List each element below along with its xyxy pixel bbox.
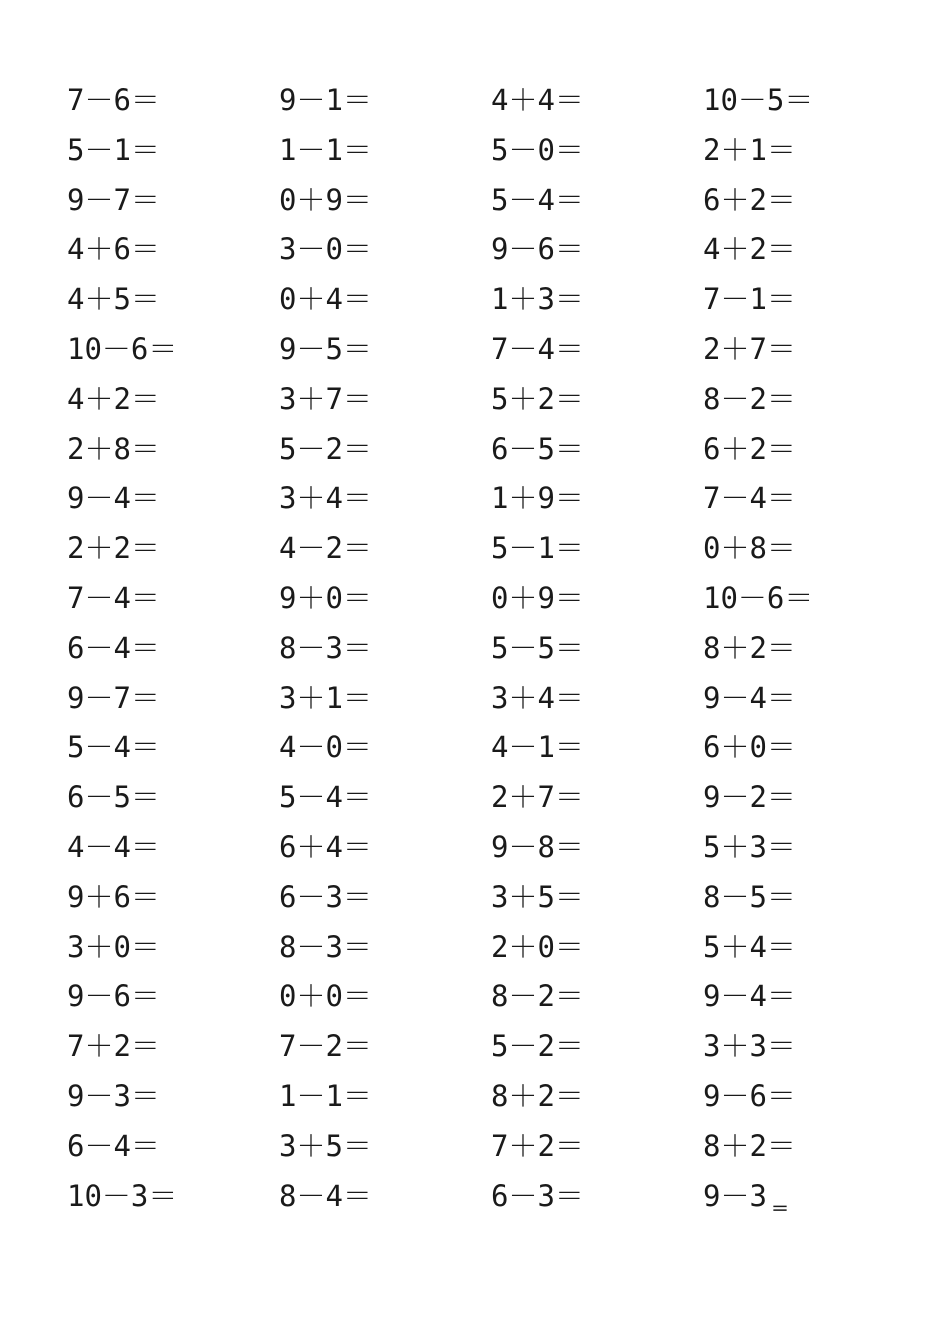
math-problem: 3＋1＝ <box>279 680 372 715</box>
problem-row <box>0 623 950 673</box>
math-problem: 1－1＝ <box>279 132 372 167</box>
math-problem: 0＋0＝ <box>279 979 372 1014</box>
problem-row <box>0 1121 950 1171</box>
math-problem: 4＋5＝ <box>67 282 160 317</box>
math-problem: 6＋4＝ <box>279 830 372 864</box>
math-problem: 7－4＝ <box>67 581 160 615</box>
math-problem: 8＋2＝ <box>703 630 796 665</box>
problem-row <box>0 324 950 374</box>
math-problem: 0＋8＝ <box>703 531 796 566</box>
math-problem: 9－4＝ <box>703 680 796 715</box>
math-problem: 3＋3＝ <box>703 1029 796 1064</box>
math-problem: 3＋4＝ <box>491 680 584 715</box>
math-problem: 2＋8＝ <box>67 431 160 466</box>
math-problem: 2＋7＝ <box>491 780 584 815</box>
math-problem: 5－1＝ <box>491 531 584 566</box>
problem-row <box>0 922 950 972</box>
math-problem: 8－4＝ <box>279 1178 372 1213</box>
math-problem: 9－8＝ <box>491 830 584 864</box>
math-problem: 4＋4＝ <box>491 83 584 117</box>
math-problem: 4＋6＝ <box>67 232 160 267</box>
math-problem: 10－6＝ <box>703 581 814 615</box>
math-problem: 2＋7＝ <box>703 332 796 366</box>
math-problem: 9－1＝ <box>279 83 372 117</box>
math-problem: 10－3＝ <box>67 1178 178 1213</box>
math-problem: 1＋9＝ <box>491 481 584 516</box>
problem-row <box>0 573 950 623</box>
problem-row <box>0 75 950 125</box>
math-problem: 7－4＝ <box>491 332 584 366</box>
math-problem: 1－1＝ <box>279 1079 372 1113</box>
math-problem: 8＋2＝ <box>703 1128 796 1163</box>
math-problem: 9＋6＝ <box>67 879 160 914</box>
math-problem: 0＋4＝ <box>279 282 372 317</box>
math-problem: 3＋7＝ <box>279 381 372 416</box>
math-problem: 7－1＝ <box>703 282 796 317</box>
math-problem: 7－2＝ <box>279 1029 372 1064</box>
math-problem: 5＋3＝ <box>703 830 796 864</box>
math-problem: 5－2＝ <box>491 1029 584 1064</box>
problem-row <box>0 1071 950 1121</box>
math-problem: 4－2＝ <box>279 531 372 566</box>
math-problem: 3＋0＝ <box>67 929 160 964</box>
math-problem: 9－6＝ <box>491 232 584 267</box>
math-problem: 3＋5＝ <box>279 1128 372 1163</box>
math-problem: 9－4＝ <box>703 979 796 1014</box>
problem-row <box>0 125 950 175</box>
math-problem: 6－4＝ <box>67 630 160 665</box>
problem-row <box>0 722 950 772</box>
problem-row <box>0 772 950 822</box>
math-problem: 5－4＝ <box>491 182 584 217</box>
math-problem: 2＋1＝ <box>703 132 796 167</box>
math-problem: 9－6＝ <box>67 979 160 1014</box>
problem-row <box>0 374 950 424</box>
problem-row <box>0 872 950 922</box>
math-problem: 6＋2＝ <box>703 182 796 217</box>
math-problem: 9＋0＝ <box>279 581 372 615</box>
math-problem: 8－3＝ <box>279 630 372 665</box>
math-problem: 0＋9＝ <box>491 581 584 615</box>
math-problem: 6－5＝ <box>67 780 160 815</box>
math-problem: 8－2＝ <box>703 381 796 416</box>
math-problem: 9－4＝ <box>67 481 160 516</box>
math-problem: 6＋0＝ <box>703 730 796 765</box>
problem-row <box>0 1021 950 1071</box>
problem-row <box>0 1171 950 1221</box>
math-problem: 6＋2＝ <box>703 431 796 466</box>
math-problem: 9－7＝ <box>67 182 160 217</box>
math-problem: 9－5＝ <box>279 332 372 366</box>
math-problem: 3－0＝ <box>279 232 372 267</box>
math-problem: 4＋2＝ <box>703 232 796 267</box>
problem-row <box>0 274 950 324</box>
problem-row <box>0 523 950 573</box>
math-problem: 5－4＝ <box>279 780 372 815</box>
math-problem: 5＋2＝ <box>491 381 584 416</box>
math-problem: 4－0＝ <box>279 730 372 765</box>
math-problem: 5－4＝ <box>67 730 160 765</box>
math-problem: 8－5＝ <box>703 879 796 914</box>
math-problem: 7＋2＝ <box>491 1128 584 1163</box>
problem-row <box>0 175 950 225</box>
problem-row <box>0 424 950 474</box>
math-problem <box>703 1171 789 1221</box>
math-problem: 3＋4＝ <box>279 481 372 516</box>
problem-row <box>0 473 950 523</box>
math-problem: 5－0＝ <box>491 132 584 167</box>
problem-row <box>0 971 950 1021</box>
math-problem: 9－6＝ <box>703 1079 796 1113</box>
problem-row <box>0 224 950 274</box>
math-problem: 5＋4＝ <box>703 929 796 964</box>
math-problem: 4－4＝ <box>67 830 160 864</box>
math-problem: 2＋2＝ <box>67 531 160 566</box>
math-problem: 6－5＝ <box>491 431 584 466</box>
math-problem: 6－3＝ <box>491 1178 584 1213</box>
math-problem: 6－3＝ <box>279 879 372 914</box>
problem-row <box>0 673 950 723</box>
math-problem: 1＋3＝ <box>491 282 584 317</box>
math-problem: 6－4＝ <box>67 1128 160 1163</box>
math-problem: 4－1＝ <box>491 730 584 765</box>
math-problem: 10－5＝ <box>703 83 814 117</box>
math-problem: 7－6＝ <box>67 83 160 117</box>
math-problem: 9－7＝ <box>67 680 160 715</box>
math-problem: 5－2＝ <box>279 431 372 466</box>
equals-sign: ＝ <box>771 1198 789 1220</box>
math-problem: 7－4＝ <box>703 481 796 516</box>
math-problem: 5－1＝ <box>67 132 160 167</box>
problem-row <box>0 822 950 872</box>
math-problem: 8－3＝ <box>279 929 372 964</box>
problem-expression: 9－3 <box>703 1178 767 1213</box>
math-problem: 5－5＝ <box>491 630 584 665</box>
math-problem: 0＋9＝ <box>279 182 372 217</box>
math-problem: 2＋0＝ <box>491 929 584 964</box>
math-problem: 7＋2＝ <box>67 1029 160 1064</box>
math-problem: 3＋5＝ <box>491 879 584 914</box>
math-problem: 9－2＝ <box>703 780 796 815</box>
math-problem: 8－2＝ <box>491 979 584 1014</box>
math-problem: 4＋2＝ <box>67 381 160 416</box>
math-problem: 10－6＝ <box>67 332 178 366</box>
math-problem: 8＋2＝ <box>491 1079 584 1113</box>
math-problem: 9－3＝ <box>67 1079 160 1113</box>
